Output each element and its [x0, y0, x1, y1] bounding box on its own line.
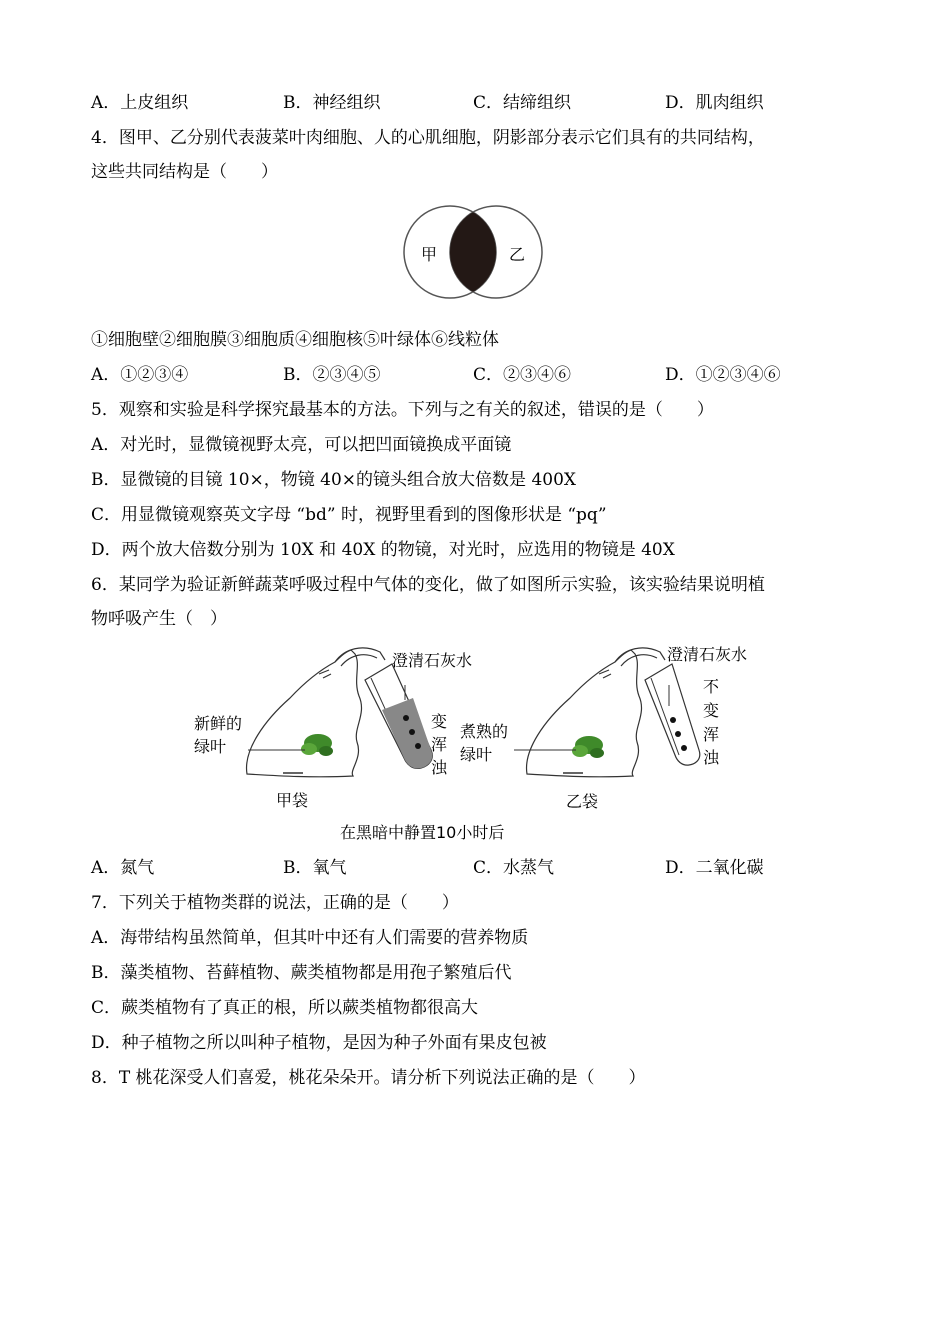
q6-option-c: C．水蒸气 — [473, 858, 555, 878]
venn-left-label: 甲 — [420, 245, 438, 264]
q6-option-d: D．二氧化碳 — [665, 858, 764, 878]
q3-option-a: A．上皮组织 — [91, 93, 189, 113]
bag-a-leaf-label-2: 绿叶 — [194, 737, 227, 756]
q4-stem-line2: 这些共同结构是（ ） — [91, 162, 278, 182]
q3-option-c: C．结缔组织 — [473, 93, 572, 113]
bag-b-test-tube — [645, 664, 700, 765]
bag-a-tube-label: 澄清石灰水 — [392, 651, 473, 670]
bag-b-result-4: 浊 — [703, 748, 720, 767]
bag-b-result-3: 浑 — [703, 725, 720, 744]
bag-b-leaf-label-2: 绿叶 — [460, 745, 493, 764]
q5-option-d: D．两个放大倍数分别为 10X 和 40X 的物镜，对光时，应选用的物镜是 40X — [91, 540, 675, 560]
venn-right-label: 乙 — [508, 245, 526, 264]
q4-stem-line1: 4．图甲、乙分别代表菠菜叶肉细胞、人的心肌细胞，阴影部分表示它们具有的共同结构， — [91, 128, 765, 148]
q8-stem: 8．T 桃花深受人们喜爱，桃花朵朵开。请分析下列说法正确的是（ ） — [91, 1068, 646, 1088]
bag-b-result-2: 变 — [703, 701, 720, 720]
q6-option-b: B．氧气 — [283, 858, 347, 878]
bag-a-caption: 甲袋 — [276, 791, 309, 810]
bag-b-caption: 乙袋 — [566, 792, 599, 811]
q5-option-a: A．对光时，显微镜视野太亮，可以把凹面镜换成平面镜 — [91, 435, 512, 455]
bag-b-leaf-icon — [572, 736, 604, 758]
bag-b-tube-label: 澄清石灰水 — [667, 645, 748, 664]
q4-option-c: C．②③④⑥ — [473, 365, 572, 385]
bag-a-leaf-label-1: 新鲜的 — [194, 714, 243, 733]
q4-option-d: D．①②③④⑥ — [665, 365, 781, 385]
bag-a-outline — [247, 650, 362, 777]
q4-items: ①细胞壁②细胞膜③细胞质④细胞核⑤叶绿体⑥线粒体 — [91, 330, 499, 350]
q4-option-b: B．②③④⑤ — [283, 365, 381, 385]
q7-option-c: C．蕨类植物有了真正的根，所以蕨类植物都很高大 — [91, 998, 479, 1018]
bag-a — [194, 648, 472, 810]
q6-option-a: A．氮气 — [91, 858, 155, 878]
bag-a-result-2: 浑 — [431, 735, 448, 754]
venn-diagram — [400, 195, 546, 307]
q7-option-a: A．海带结构虽然简单，但其叶中还有人们需要的营养物质 — [91, 928, 529, 948]
bag-b-leaf-label-1: 煮熟的 — [460, 722, 509, 741]
q3-option-b: B．神经组织 — [283, 93, 381, 113]
q6-stem-line1: 6．某同学为验证新鲜蔬菜呼吸过程中气体的变化，做了如图所示实验，该实验结果说明植 — [91, 575, 765, 595]
bag-a-test-tube — [365, 664, 432, 768]
q4-option-a: A．①②③④ — [91, 365, 189, 385]
q5-option-b: B．显微镜的目镜 10×，物镜 40×的镜头组合放大倍数是 400X — [91, 470, 577, 490]
bag-b-outline — [527, 650, 642, 777]
bag-a-leaf-icon — [301, 734, 333, 756]
q3-option-d: D．肌肉组织 — [665, 93, 764, 113]
q7-option-d: D．种子植物之所以叫种子植物，是因为种子外面有果皮包被 — [91, 1033, 547, 1053]
q5-option-c: C．用显微镜观察英文字母 “bd” 时，视野里看到的图像形状是 “pq” — [91, 505, 607, 525]
bag-a-result-3: 浊 — [431, 758, 448, 777]
q5-stem: 5．观察和实验是科学探究最基本的方法。下列与之有关的叙述，错误的是（ ） — [91, 400, 714, 420]
q6-stem-line2: 物呼吸产生（ ） — [91, 609, 227, 629]
bag-b-result-1: 不 — [703, 677, 720, 696]
bag-b — [460, 645, 747, 811]
experiment-figure — [185, 640, 765, 845]
figure-caption: 在黑暗中静置10小时后 — [340, 823, 505, 842]
bag-a-result-1: 变 — [431, 712, 448, 731]
q7-stem: 7．下列关于植物类群的说法，正确的是（ ） — [91, 893, 459, 913]
q7-option-b: B．藻类植物、苔藓植物、蕨类植物都是用孢子繁殖后代 — [91, 963, 512, 983]
